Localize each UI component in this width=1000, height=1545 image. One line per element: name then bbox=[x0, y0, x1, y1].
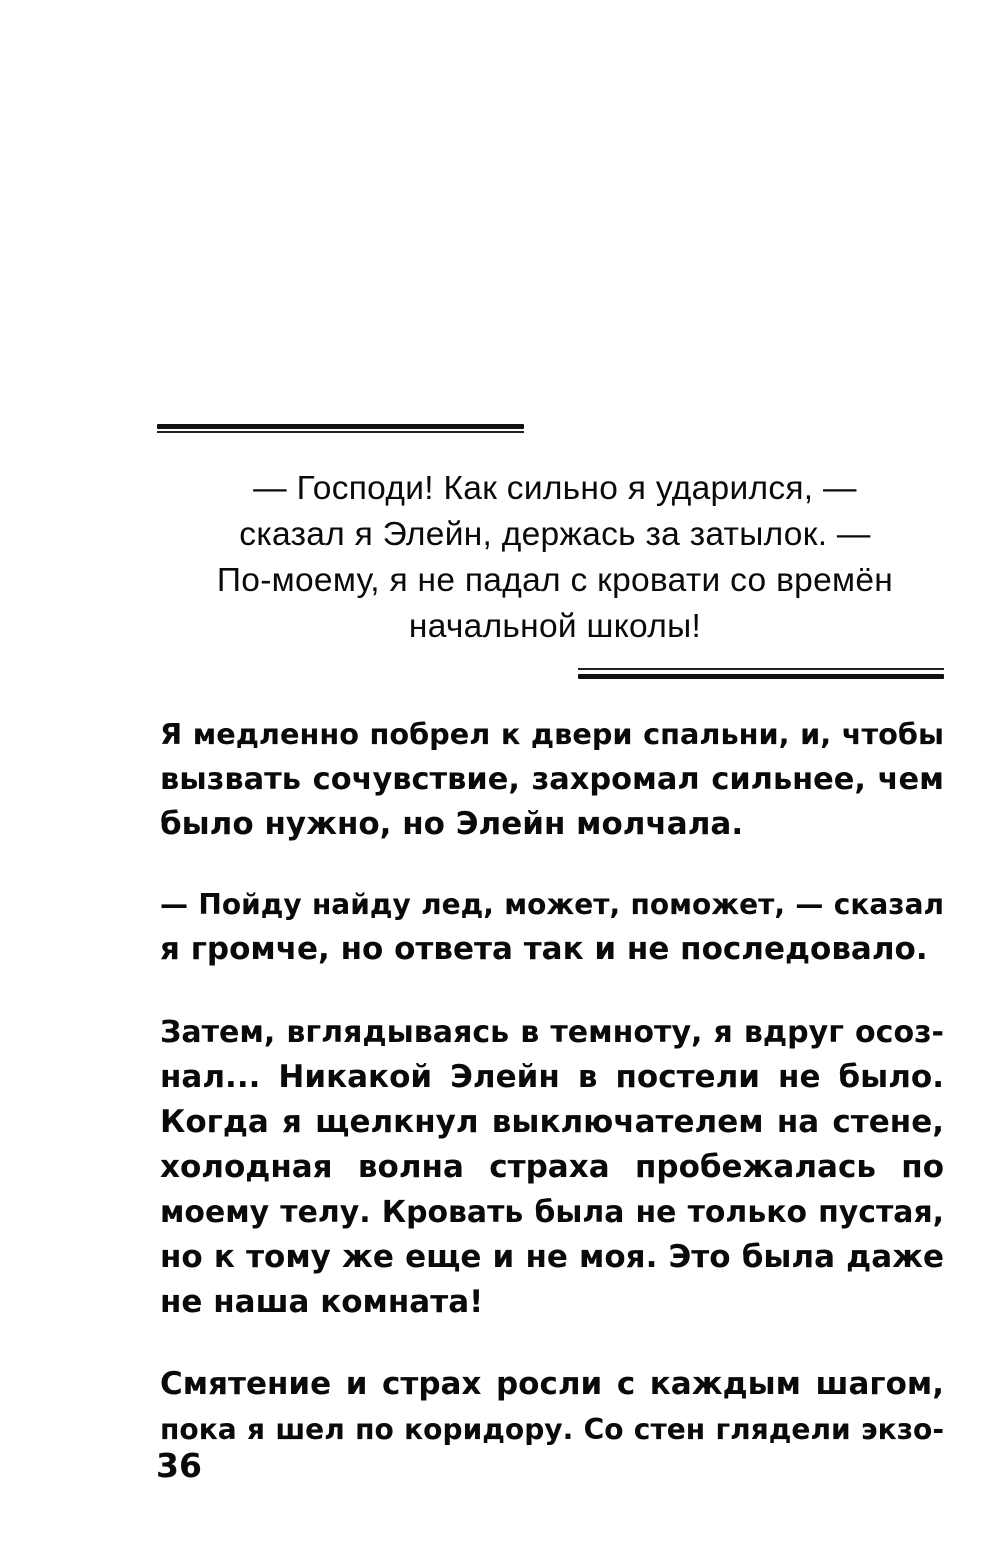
text-line: нал... Никакой Элейн в постели не было. bbox=[160, 1059, 944, 1095]
text-line: не наша комната! bbox=[160, 1284, 484, 1320]
ornamental-rule-top bbox=[157, 424, 524, 434]
quote-line: сказал я Элейн, держась за затылок. — bbox=[239, 516, 871, 553]
text-line: но к тому же еще и не моя. Это была даже bbox=[160, 1239, 944, 1275]
paragraph bbox=[160, 1010, 944, 1325]
text-line: я громче, но ответа так и не последовало. bbox=[160, 931, 928, 967]
ornamental-rule-bottom bbox=[578, 668, 944, 678]
text-line: холодная волна страха пробежалась по bbox=[160, 1149, 944, 1185]
pull-quote bbox=[150, 466, 960, 650]
paragraph bbox=[160, 882, 944, 972]
text-line: Смятение и страх росли с каждым шагом, bbox=[160, 1366, 944, 1402]
text-line: Я медленно побрел к двери спальни, и, чтобы bbox=[160, 717, 944, 751]
quote-line: — Господи! Как сильно я ударился, — bbox=[253, 470, 857, 507]
quote-line: По-моему, я не падал с кровати со времён bbox=[216, 562, 894, 599]
text-line: Когда я щелкнул выключателем на стене, bbox=[160, 1104, 944, 1140]
text-line: вызвать сочувствие, захромал сильнее, чем bbox=[160, 762, 944, 797]
text-line: было нужно, но Элейн молчала. bbox=[160, 806, 744, 842]
rule-thin-line bbox=[157, 431, 524, 433]
text-line: Затем, вглядываясь в темноту, я вдруг осоз- bbox=[160, 1015, 944, 1050]
page-number: 36 bbox=[156, 1446, 202, 1485]
rule-thin-line bbox=[578, 668, 944, 670]
quote-line: начальной школы! bbox=[408, 608, 702, 645]
text-line: пока я шел по коридору. Со стен глядели экзо- bbox=[160, 1413, 944, 1446]
paragraph bbox=[160, 712, 944, 847]
rule-thick-line bbox=[578, 674, 944, 679]
paragraph bbox=[160, 1362, 944, 1452]
text-line: — Пойду найду лед, может, поможет, — сказал bbox=[160, 888, 944, 921]
text-line: моему телу. Кровать была не только пустая, bbox=[160, 1195, 944, 1230]
rule-thick-line bbox=[157, 424, 524, 429]
